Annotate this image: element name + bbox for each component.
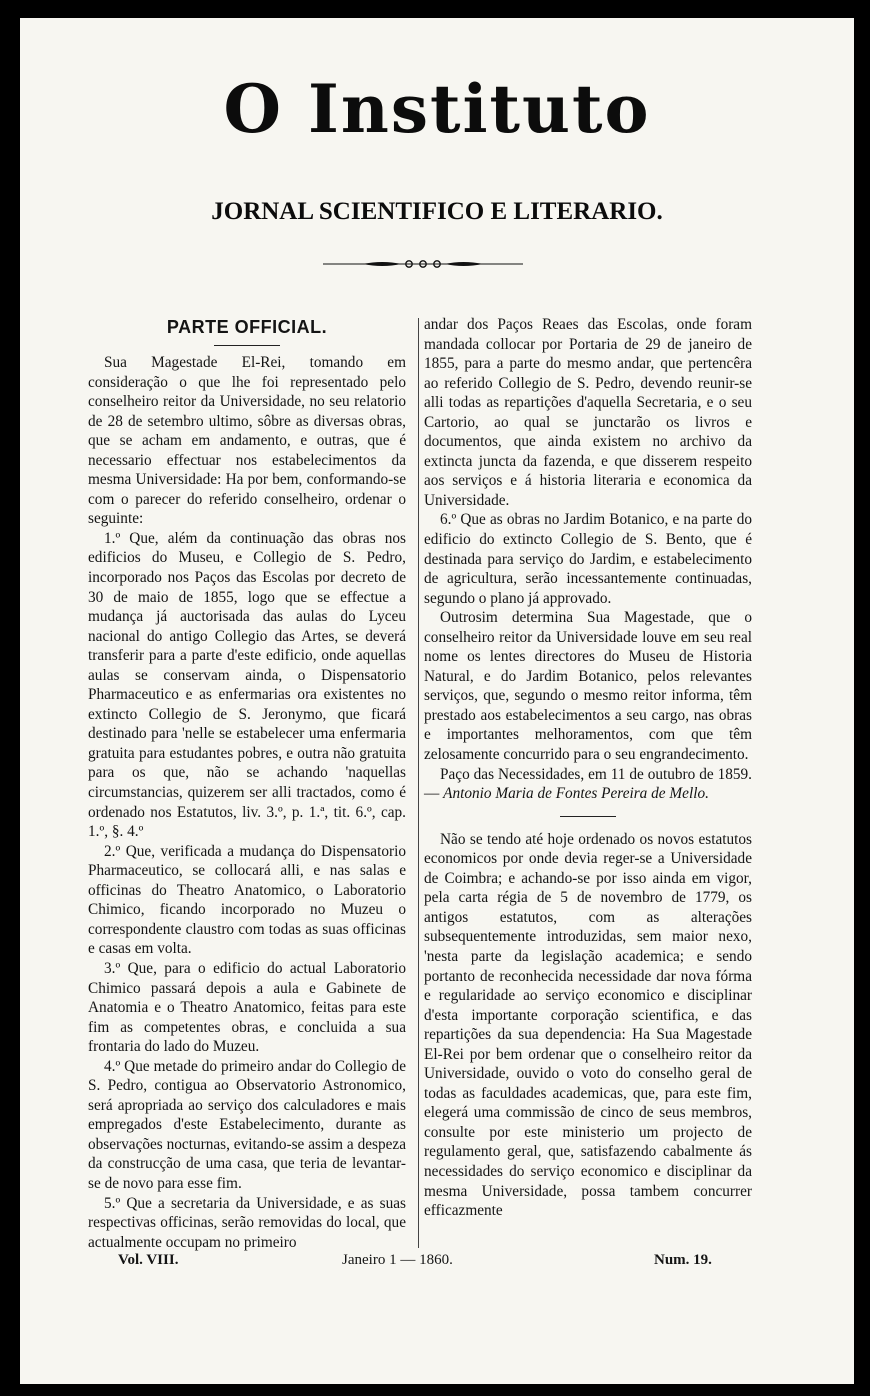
signature-line [424, 765, 752, 804]
footer-date: Janeiro 1 — 1860. [342, 1252, 453, 1268]
paragraph: 6.º Que as obras no Jardim Botanico, e na parte do edificio do extincto Collegio de S. Bento, que é destinada para serviço do Jardim, e estabelecimento de agricultura, serão incessantemente continuadas, segundo o plano já approvado. [424, 511, 752, 607]
right-column [424, 315, 752, 1221]
section-heading: PARTE OFFICIAL. [166, 317, 328, 337]
footer-number: Num. 19. [654, 1252, 712, 1268]
paragraph: 3.º Que, para o edificio do actual Laboratorio Chimico passará depois a aula e Gabinete de Anatomia e o Theatro Anatomico, feitas para este fim as competentes obras, e concluida a sua frontaria do lado do Muzeu. [88, 959, 406, 1056]
masthead-subtitle: JORNAL SCIENTIFICO E LITERARIO. [211, 198, 663, 225]
masthead-title: O Instituto [223, 70, 651, 148]
paragraph: Sua Magestade El-Rei, tomando em consideração o que lhe foi representado pelo conselheiro reitor da Universidade, no seu relatorio de 28 de setembro ultimo, sôbre as diversas obras, que se acham em andamento, e outras, que é necessario effectuar nos estabelecimentos da mesma Universidade: Ha por bem, conformando-se com o parecer do referido conselheiro, ordenar o seguinte: [88, 354, 406, 528]
signature-name: Antonio Maria de Fontes Pereira de Mello. [443, 785, 709, 803]
heading-rule [214, 345, 280, 346]
signature-text: Paço das Necessidades, em 11 de outubro de 1859. — [424, 765, 752, 803]
newspaper-page [20, 18, 854, 1384]
section-rule [560, 816, 616, 817]
paragraph: andar dos Paços Reaes das Escolas, onde foram mandada collocar por Portaria de 29 de janeiro de 1855, para a parte do mesmo andar, que pertencêra ao referido Collegio de S. Pedro, devendo reunir-se alli todas as repartições d'aquella Secretaria, e o seu Cartorio, ao qual se junctarão os livros e documentos, que ainda existem no archivo da extincta juncta da fazenda, e que disserem respeito aos serviços e á historia literaria e economica da Universidade. [424, 316, 752, 509]
paragraph: Não se tendo até hoje ordenado os novos estatutos economicos por onde devia reger-se a Universidade de Coimbra; e achando-se por isso ainda em vigor, pela carta régia de 5 de novembro de 1779, os antigos estatutos, com as alterações subsequentemente introduzidas, sem maior nexo, 'nesta parte da legislação academica; e sendo portanto de reconhecida necessidade dar nova fórma e regularidade ao serviço economico e disciplinar d'esta importante corporação scientifica, e das repartições da sua dependencia: Ha Sua Magestade El-Rei por bem ordenar que o conselheiro reitor da Universidade, ouvido o voto do conselho geral de todas as faculdades academicas, que, para este fim, elegerá uma commissão de cinco de seus membros, consulte por este ministerio um projecto de regulamento geral, que, satisfazendo cabalmente ás necessidades do serviço economico e disciplinar da mesma Universidade, possa tambem concurrer efficazmente [424, 830, 752, 1220]
column-divider [418, 318, 419, 1248]
footer-volume: Vol. VIII. [118, 1252, 179, 1268]
paragraph: 5.º Que a secretaria da Universidade, e as suas respectivas officinas, serão removidas do local, que actualmente occupam no primeiro [88, 1194, 406, 1251]
paragraph: Outrosim determina Sua Magestade, que o conselheiro reitor da Universidade louve em seu real nome os lentes directores do Museu de Historia Natural, e do Jardim Botanico, pelos relevantes serviços, que, segundo o mesmo reitor informa, têm prestado aos estabelecimentos a seu cargo, nas obras e importantes melhoramentos, com que têm zelosamente concurrido para o seu engrandecimento. [424, 609, 752, 764]
paragraph: 4.º Que metade do primeiro andar do Collegio de S. Pedro, contigua ao Observatorio Astronomico, será apropriada ao serviço dos calculadores e mais empregados d'este Estabelecimento, durante as observações nocturnas, evitando-se assim a despeza da construcção de uma casa, que teria de levantar-se de novo para esse fim. [88, 1057, 406, 1192]
ornament-divider [323, 258, 523, 270]
paragraph: 2.º Que, verificada a mudança do Dispensatorio Pharmaceutico, se collocará alli, e nas salas e officinas do Theatro Anatomico, o Laboratorio Chimico, ficando incorporado no Muzeu o correspondente claustro com todas as suas officinas e casas em volta. [88, 842, 406, 958]
paragraph: 1.º Que, além da continuação das obras nos edificios do Museu, e Collegio de S. Pedro, incorporado nos Paços das Escolas por decreto de 30 de maio de 1855, logo que se effectue a mudança já auctorisada das aulas do Lyceu nacional do antigo Collegio das Artes, se deverá transferir para a parte d'este edificio, onde aquellas aulas se conservam ainda, o Dispensatorio Pharmaceutico e as enfermarias ora existentes no extincto Collegio de S. Jeronymo, que ficará destinado para 'nelle se estabelecer uma enfermaria gratuita para estudantes pobres, e outra não gratuita para os que, não se achando 'naquellas circumstancias, quizerem ser alli tractados, como é ordenado nos Estatutos, liv. 3.º, p. 1.ª, tit. 6.º, cap. 1.º, §. 4.º [88, 529, 406, 841]
left-column [88, 315, 406, 1252]
